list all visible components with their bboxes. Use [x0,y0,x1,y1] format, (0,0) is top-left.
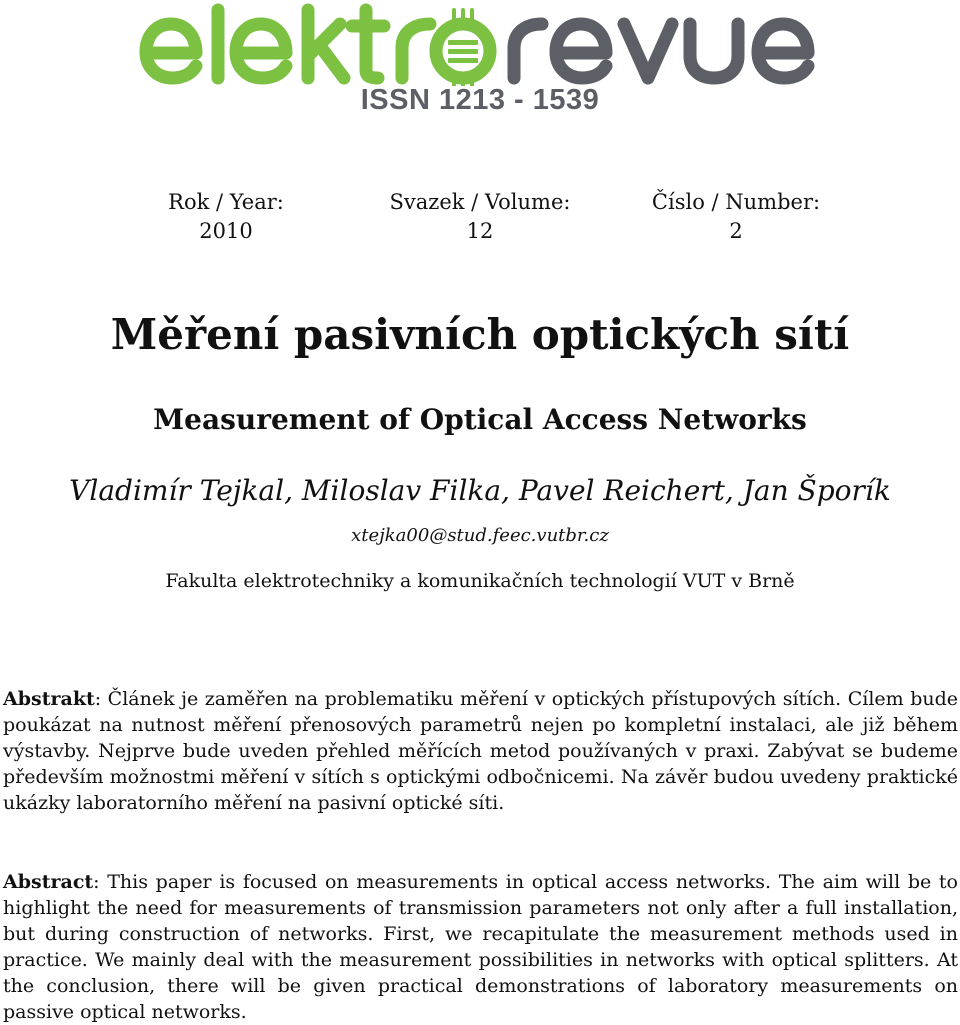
meta-volume [370,188,590,246]
abstract-czech-label: Abstrakt [3,688,95,710]
issn: ISSN 1213 - 1539 [360,84,600,116]
paper-title: Měření pasivních optických sítí [110,310,850,359]
meta-number [626,188,846,246]
meta-year-value: 2010 [199,219,253,243]
meta-number-value: 2 [729,219,743,243]
abstract-english-text: : This paper is focused on measurements in optical access networks. The aim will be to highlight the need for measurements of transmission parameters not only after a full installation, but during construction of networks. First, we recapitulate the measurement methods used in practice. We mainly deal with the measurement possibilities in networks with optical splitters. At the conclusion, there will be given practical demonstrations of laboratory measurements on passive optical networks. [3,871,958,1023]
meta-number-label: Číslo / Number: [651,190,821,214]
paper-title-english: Measurement of Optical Access Networks [153,403,807,436]
author-email[interactable]: xtejka00@stud.feec.vutbr.cz [351,525,609,546]
meta-volume-value: 12 [466,219,494,243]
abstract-english-label: Abstract [3,871,94,893]
abstract-czech [3,686,958,816]
abstract-czech-text: : Článek je zaměřen na problematiku měření v optických přístupových sítích. Cílem bude poukázat na nutnost měření přenosových parametrů nejen po kompletní instalaci, ale již během výstavby. Nejprve bude uveden přehled měřících metod používaných v praxi. Zabývat se budeme především možnostmi měření v sítích s optickými odbočnicemi. Na závěr budou uvedeny praktické ukázky laboratorního měření na pasivní optické síti. [3,688,958,814]
meta-year [151,188,301,246]
meta-year-label: Rok / Year: [168,190,284,214]
elektrorevue-logo [138,2,822,86]
affiliation: Fakulta elektrotechniky a komunikačních technologií VUT v Brně [165,570,795,592]
meta-volume-label: Svazek / Volume: [389,190,571,214]
authors: Vladimír Tejkal, Miloslav Filka, Pavel Reichert, Jan Šporík [69,474,891,507]
